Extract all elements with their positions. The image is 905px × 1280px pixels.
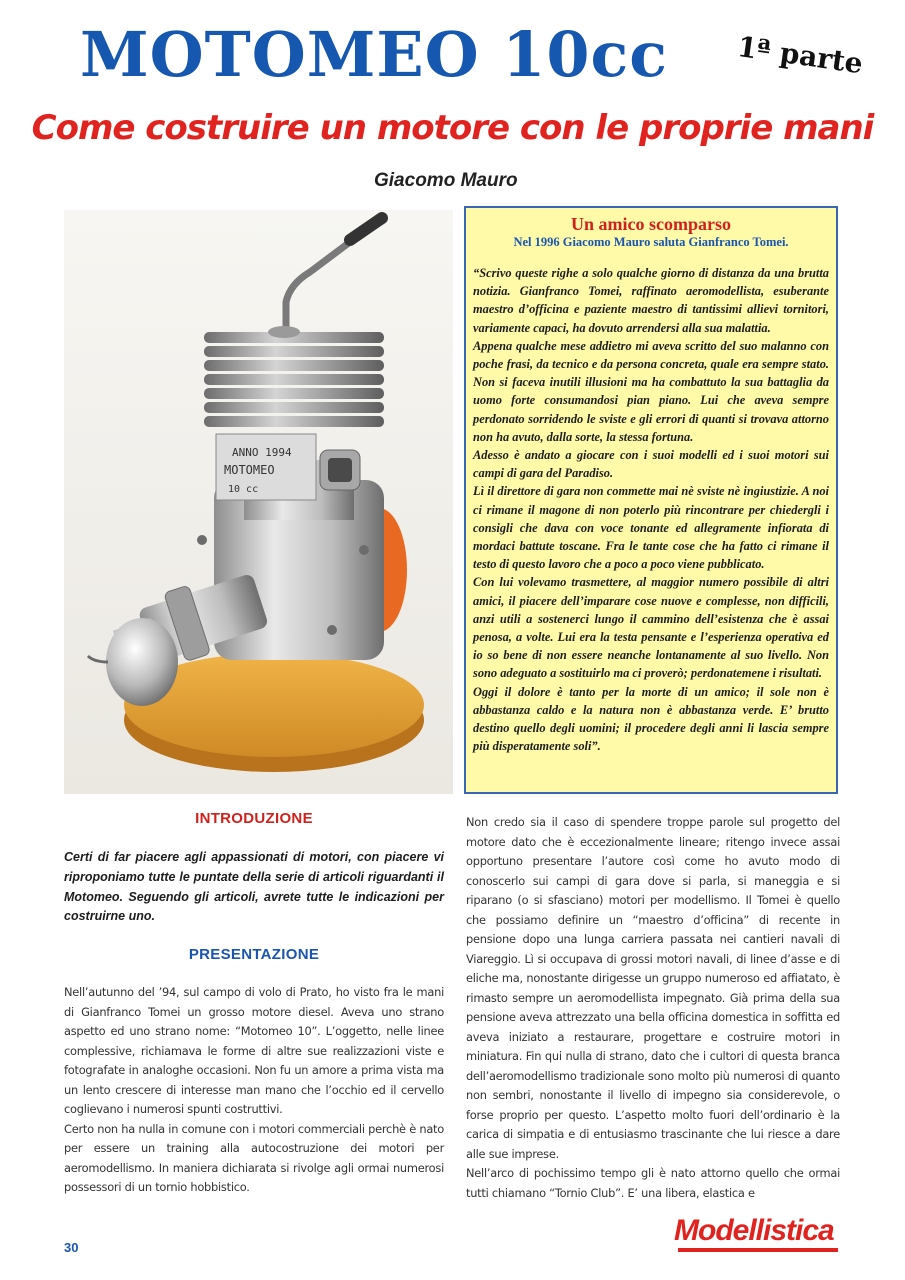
logo-underline — [678, 1248, 838, 1252]
intro-text: Certi di far piacere agli appassionati di motori, con piacere vi riproponiamo tutte le puntate della serie di articoli riguardanti il Motomeo. Seguendo gli articoli, avrete tutte le indicazioni per costruirne uno. — [64, 850, 444, 924]
body-paragraph: Nell’autunno del ’94, sul campo di volo di Prato, ho visto fra le mani di Gianfranco Tomei un grosso motore diesel. Aveva uno strano aspetto ed uno strano nome: “Motomeo 10”. L’oggetto, nelle linee complessive, richiamava le forme di altre sue realizzazioni viste e fotografate in analoghe occasioni. Non fu un amore a prima vista ma un lento crescere di interesse man mano che l’occhio ed il cervello coglievano i numerosi spunti costruttivi. — [64, 985, 444, 1117]
magazine-logo-text: Modellistica — [674, 1214, 834, 1247]
sidebar-title: Un amico scomparso — [571, 214, 731, 234]
part-label: 1ª parte — [735, 30, 865, 81]
body-paragraph: Non credo sia il caso di spendere troppe parole sul progetto del motore dato che è eccezionalmente lineare; ritengo invece assai opportuno presentare l’autore così come ho avuto modo di conoscerlo sui campi di gara dove si parla, si maneggia e si riparano (o si sfasciano) motori per modellismo. Il Tomei è quello che possiamo definire un “maestro d’officina” di recente in pensione dopo una lunga carriera passata nei cantieri navali di Viareggio. Lì si occupava di grossi motori navali, di linee d’asse e di eliche ma, nonostante dirigesse un gruppo numeroso ed affiatato, è rimasto sempre un aeromodellista impegnato. Già prima della sua pensione aveva attrezzato una bella officina domestica in soffitta ed aveva iniziato a restaurare, progettare e costruire motori in miniatura. Fin qui nulla di strano, dato che i cultori di questa branca dell’aeromodellismo tradizionale sono molto più numerosi di quanto non sembri, nonostante il livello di impegno sia considerevole, o forse proprio per questo. L’aspetto molto fuori dell’ordinario è la carica di simpatia e di entusiasmo trascinante che lui riesce a dare alle sue imprese. — [466, 815, 840, 1161]
article-subtitle: Come costruire un motore con le proprie mani — [31, 108, 874, 148]
sidebar-paragraph: Oggi il dolore è tanto per la morte di un amico; il sole non è abbastanza caldo e la natura non è abbastanza verde. E’ brutto destino quello degli uomini; il procedere degli anni li lascia sempre più disperatamente soli”. — [473, 684, 829, 754]
sidebar-paragraph: Lì il direttore di gara non commette mai nè sviste nè ingiustizie. A noi ci rimane il magone di non poterlo più rincontrare per chiedergli i consigli che dava con voce tonante ed allegramente infiorata di mordaci battute toscane. Fra le tante cose che ha fatto ci rimane il testo di questo lavoro che a poco a poco viene pubblicato. — [473, 484, 829, 572]
sidebar-paragraph: “Scrivo queste righe a solo qualche giorno di distanza da una brutta notizia. Gianfranco Tomei, raffinato aeromodellista, esuberante maestro d’officina e paziente maestro di tantissimi allievi tornitori, variamente capaci, ha dovuto arrendersi alla sua malattia. — [473, 266, 829, 335]
right-column — [466, 813, 840, 1203]
sidebar-subtitle: Nel 1996 Giacomo Mauro saluta Gianfranco Tomei. — [513, 235, 789, 249]
presentation-heading: PRESENTAZIONE — [188, 946, 320, 964]
left-column — [64, 810, 444, 1198]
engraving-displacement: 10 cc — [228, 484, 259, 495]
sidebar-paragraph: Appena qualche mese addietro mi aveva scritto del suo malanno con poche frasi, da tecnico e da persona concreta, quale era sempre stato. Non si faceva inutili illusioni ma ha combattuto la sua battaglia da uomo forte consumandosi pian piano. Lui che aveva sempre perdonato sorridendo le sviste e gli errori di quanti si trovava attorno non ha avuto, dalla sorte, la stessa fortuna. — [473, 338, 829, 444]
engraving-name: MOTOMEO — [224, 463, 275, 477]
sidebar-paragraph: Adesso è andato a giocare con i suoi modelli ed i suoi motori sui campi di gara del Paradiso. — [473, 448, 829, 481]
sidebar-paragraph: Con lui volevamo trasmettere, al maggior numero possibile di altri amici, il piacere dell’imparare cose nuove e complesse, non difficili, anzi utili a sostenerci lungo il cammino dell’esistenza che è assai penosa, a volte. Lui era la testa pensante e l’esperienza operativa ed io so bene di non essere neanche lontanamente al suo livello. Non sono adeguato a sostituirlo ma ci proverò; perdonatemene i risultati. — [473, 575, 829, 681]
sidebar-box — [464, 206, 838, 794]
engine-photo — [64, 210, 453, 794]
intro-heading: INTRODUZIONE — [195, 810, 313, 827]
body-paragraph: Certo non ha nulla in comune con i motori commerciali perchè è nato per essere un training alla autocostruzione dei motori per aeromodellismo. In maniera dichiarata si rivolge agli ormai numerosi possessori di un tornio hobbistico. — [64, 1121, 444, 1195]
body-paragraph: Nell’arco di pochissimo tempo gli è nato attorno quello che ormai tutti chiamano “Tornio Club”. E’ una libera, elastica e — [466, 1166, 840, 1200]
author-name: Giacomo Mauro — [374, 170, 518, 191]
engraving-year: ANNO 1994 — [232, 446, 292, 459]
page-number: 30 — [64, 1240, 79, 1255]
article-title: MOTOMEO 10cc — [80, 18, 669, 91]
magazine-logo — [674, 1214, 840, 1258]
